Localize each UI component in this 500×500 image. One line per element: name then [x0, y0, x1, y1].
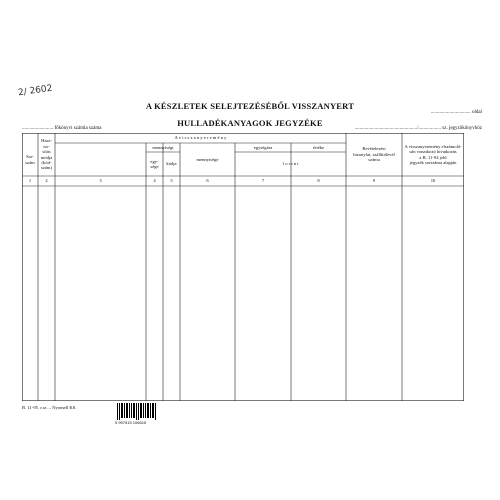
- header-egysegara: egységára: [253, 144, 273, 150]
- col-number: 2: [45, 178, 48, 184]
- col-number: 6: [206, 178, 209, 184]
- form-title-line2: HULLADÉKANYAGOK JEGYZÉKE: [177, 118, 323, 128]
- form-code: B. 11-95. r.sz. – Nyomell K8.: [22, 405, 77, 410]
- header-erteke: értéke: [312, 144, 325, 150]
- page-field: ................................ oldal: [430, 110, 482, 115]
- handwritten-note: 2/ 2602: [17, 83, 54, 99]
- header-hasznositas: Hasz- no- sítás módja (kód- szám): [40, 138, 53, 171]
- header-visszanyeremeny: A v i s s z a n y e r e m é n y: [174, 135, 227, 141]
- col-number: 8: [317, 178, 320, 184]
- col-number: 4: [153, 178, 156, 184]
- header-kodja: kódja: [166, 161, 177, 167]
- col-number: 3: [99, 178, 102, 184]
- barcode-icon: [117, 403, 157, 420]
- col-number: 7: [261, 178, 265, 184]
- header-elszamolas-hivatkozas: A visszanyeremény elszámolá- sán vonatkozó hivatkozás a B. 11-94 jelű jegyzék sorszáma alapján: [404, 143, 462, 165]
- form-title-line1: A KÉSZLETEK SELEJTEZÉSÉBŐL VISSZANYERT: [145, 101, 355, 111]
- ledger-account-field: ......................... főkönyvi számla száma: [22, 126, 102, 131]
- header-sorszam: Sor- szám: [25, 154, 35, 165]
- col-number: 1: [28, 178, 32, 184]
- col-number: 5: [170, 178, 173, 184]
- col-number: 10: [430, 178, 436, 184]
- header-bevetelezesi: Bevételezési bizonylat, szállítólevél száma: [353, 146, 395, 163]
- header-mennyisege: mennyisége: [196, 156, 219, 162]
- barcode-number: 5 997515 106615: [115, 420, 147, 425]
- header-forint: f o r i n t: [282, 161, 299, 167]
- protocol-reference-field: ................................................../.................. sz. jegyzőkönyvhöz: [354, 126, 482, 131]
- register-table: [22, 133, 464, 401]
- header-mennyisegi: mennyiségi: [152, 144, 174, 150]
- col-number: 9: [372, 178, 376, 184]
- header-egysege: egy- sége: [150, 158, 159, 169]
